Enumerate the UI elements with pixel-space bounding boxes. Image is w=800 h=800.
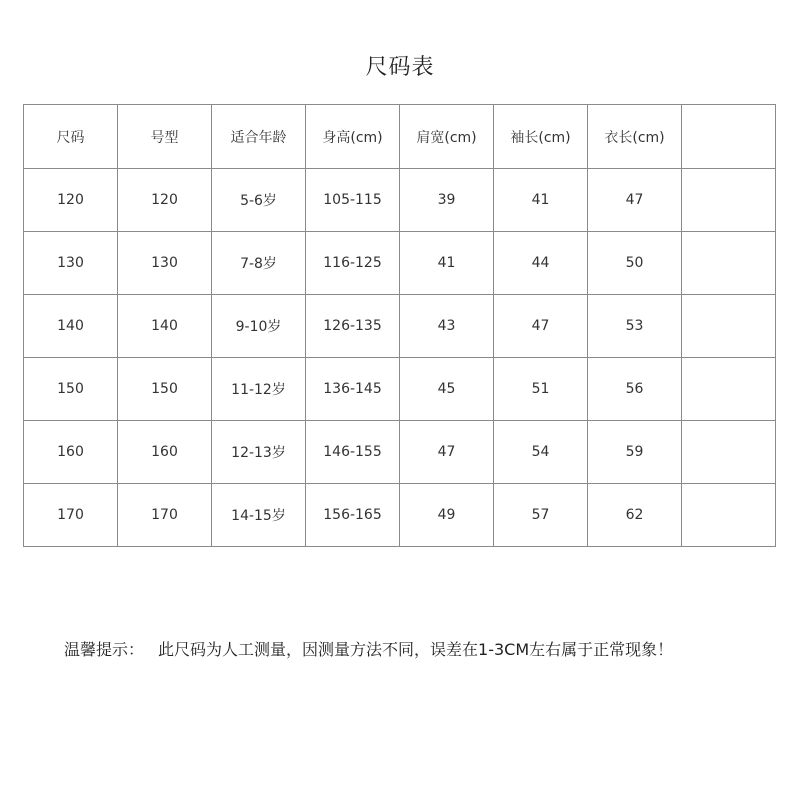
table-cell: 130 [118, 232, 212, 295]
table-cell: 47 [400, 421, 494, 484]
table-cell: 150 [118, 358, 212, 421]
table-cell: 47 [588, 169, 682, 232]
table-header-cell: 衣长(cm) [588, 105, 682, 169]
table-header-cell: 尺码 [24, 105, 118, 169]
table-cell [682, 169, 776, 232]
table-cell: 170 [118, 484, 212, 547]
table-header-cell: 肩宽(cm) [400, 105, 494, 169]
table-cell [682, 295, 776, 358]
table-header-cell: 适合年龄 [212, 105, 306, 169]
table-cell: 120 [24, 169, 118, 232]
table-cell: 62 [588, 484, 682, 547]
table-row [24, 232, 776, 295]
table-cell: 51 [494, 358, 588, 421]
table-row [24, 169, 776, 232]
table-header-cell: 袖长(cm) [494, 105, 588, 169]
table-cell: 50 [588, 232, 682, 295]
tip-label: 温馨提示： [64, 640, 145, 659]
table-cell [682, 232, 776, 295]
table-cell: 39 [400, 169, 494, 232]
table-row [24, 358, 776, 421]
table-header-cell: 身高(cm) [306, 105, 400, 169]
size-table [23, 104, 776, 547]
table-cell: 9-10岁 [212, 295, 306, 358]
table-cell [682, 421, 776, 484]
size-table-body [24, 105, 776, 547]
table-cell: 57 [494, 484, 588, 547]
table-header-cell: 号型 [118, 105, 212, 169]
page-title: 尺码表 [365, 55, 435, 80]
table-cell: 126-135 [306, 295, 400, 358]
table-cell: 49 [400, 484, 494, 547]
table-cell: 136-145 [306, 358, 400, 421]
table-cell: 41 [494, 169, 588, 232]
table-cell: 146-155 [306, 421, 400, 484]
table-cell: 59 [588, 421, 682, 484]
table-cell: 5-6岁 [212, 169, 306, 232]
table-header-cell [682, 105, 776, 169]
table-cell: 140 [118, 295, 212, 358]
table-cell: 47 [494, 295, 588, 358]
table-cell: 160 [118, 421, 212, 484]
table-row [24, 295, 776, 358]
table-row [24, 421, 776, 484]
table-cell: 170 [24, 484, 118, 547]
table-cell: 160 [24, 421, 118, 484]
table-cell: 7-8岁 [212, 232, 306, 295]
tip-note [64, 637, 784, 660]
table-cell [682, 484, 776, 547]
table-cell: 44 [494, 232, 588, 295]
table-row [24, 484, 776, 547]
table-cell: 150 [24, 358, 118, 421]
table-cell: 120 [118, 169, 212, 232]
table-header-row [24, 105, 776, 169]
table-cell: 116-125 [306, 232, 400, 295]
table-cell: 11-12岁 [212, 358, 306, 421]
table-cell: 156-165 [306, 484, 400, 547]
table-cell: 130 [24, 232, 118, 295]
table-cell: 56 [588, 358, 682, 421]
table-cell: 53 [588, 295, 682, 358]
table-cell: 45 [400, 358, 494, 421]
table-cell: 41 [400, 232, 494, 295]
table-cell: 43 [400, 295, 494, 358]
table-cell: 54 [494, 421, 588, 484]
table-cell: 140 [24, 295, 118, 358]
table-cell [682, 358, 776, 421]
table-cell: 105-115 [306, 169, 400, 232]
tip-text: 此尺码为人工测量，因测量方法不同，误差在1-3CM左右属于正常现象！ [158, 640, 674, 659]
table-cell: 12-13岁 [212, 421, 306, 484]
table-cell: 14-15岁 [212, 484, 306, 547]
